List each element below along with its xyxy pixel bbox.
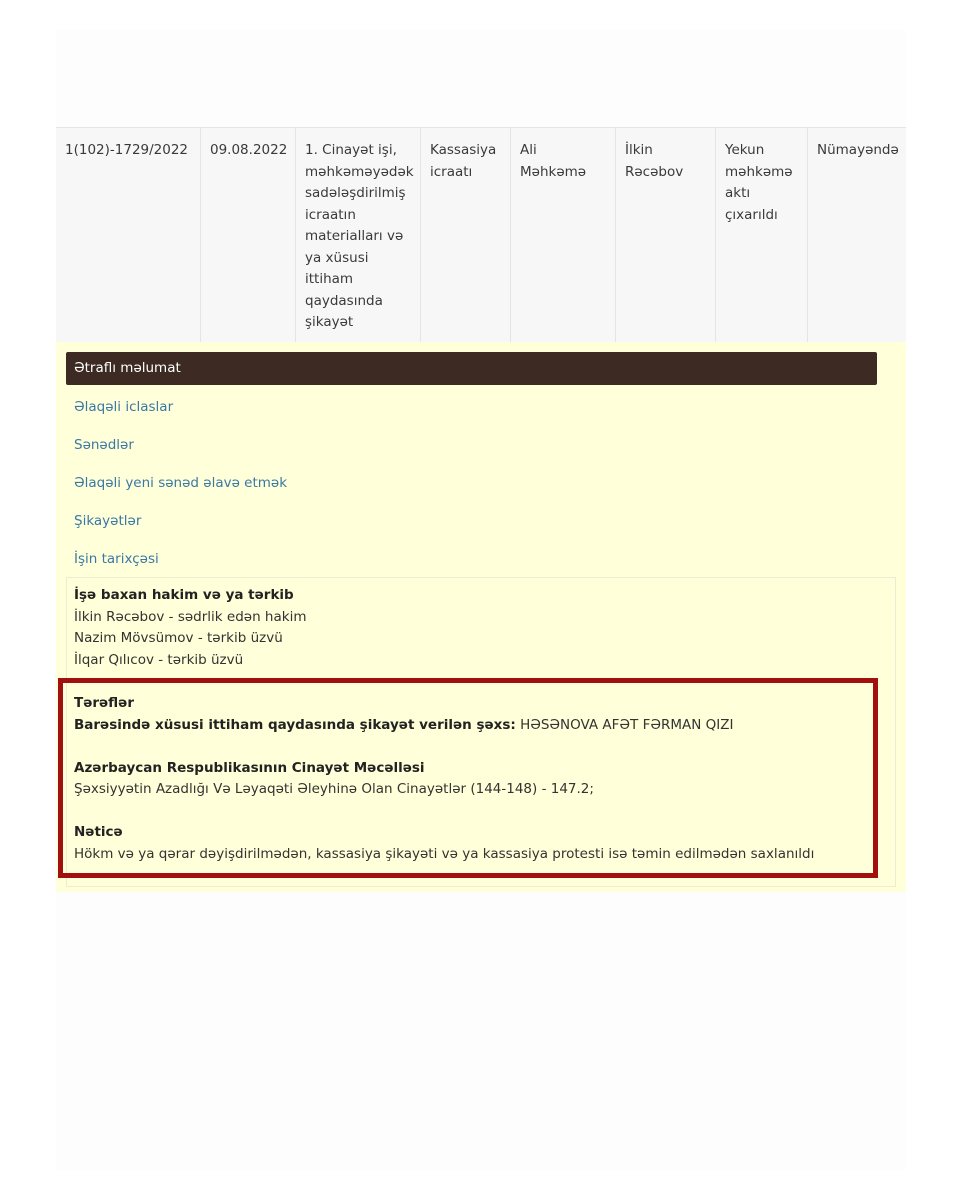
status-line: çıxarıldı <box>725 206 778 223</box>
subject-label: Barəsində xüsusi ittiham qaydasında şikayət verilən şəxs: <box>74 716 516 733</box>
case-category-cell <box>296 128 421 342</box>
judge-entry: İlkin Rəcəbov - sədrlik edən hakim <box>74 608 307 625</box>
subject-value: HƏSƏNOVA AFƏT FƏRMAN QIZI <box>520 716 734 733</box>
category-line: qaydasında <box>305 292 383 309</box>
details-header: Ətraflı məlumat <box>66 352 877 385</box>
category-line: sadələşdirilmiş <box>305 185 406 201</box>
code-value: Şəxsiyyətin Azadlığı Və Ləyaqəti Əleyhinə Olan Cinayətlər (144-148) - 147.2; <box>74 781 594 797</box>
category-line: 1. Cinayət işi, <box>305 142 397 158</box>
link-complaints[interactable]: Şikayətlər <box>74 513 142 529</box>
proceeding-line: icraatı <box>430 163 473 180</box>
code-title: Azərbaycan Respublikasının Cinayət Məcəlləsi <box>74 759 425 776</box>
case-date-cell: 09.08.2022 <box>201 128 296 342</box>
category-line: şikayət <box>305 314 354 330</box>
proceeding-type-cell <box>421 128 511 342</box>
judge-line: Rəcəbov <box>625 163 684 180</box>
case-table-row[interactable] <box>56 127 906 343</box>
category-line: materialları və <box>305 228 404 244</box>
link-documents[interactable]: Sənədlər <box>74 437 134 453</box>
status-line: məhkəmə <box>725 163 793 180</box>
details-links <box>74 398 287 588</box>
category-line: məhkəməyədək <box>305 163 414 180</box>
category-line: ittiham <box>305 271 354 287</box>
status-cell <box>716 128 808 342</box>
judges-section <box>74 585 306 671</box>
judge-cell <box>616 128 716 342</box>
judge-line: İlkin <box>625 142 653 158</box>
link-add-document[interactable]: Əlaqəli yeni sənəd əlavə etmək <box>74 475 288 491</box>
proceeding-line: Kassasiya <box>430 142 497 158</box>
link-case-history[interactable]: İşin tarixçəsi <box>74 551 159 567</box>
result-value: Hökm və ya qərar dəyişdirilmədən, kassasiya şikayəti və ya kassasiya protesti isə təmin edilmədən saxlanıldı <box>74 845 815 862</box>
result-title: Nəticə <box>74 824 123 840</box>
representative-cell: Nümayəndə <box>817 142 899 158</box>
court-cell: Ali Məhkəmə <box>511 128 616 342</box>
case-number-cell: 1(102)-1729/2022 <box>56 128 201 342</box>
category-line: ya xüsusi <box>305 249 369 266</box>
parties-section <box>74 693 814 865</box>
parties-title: Tərəflər <box>74 695 134 711</box>
category-line: icraatın <box>305 206 356 223</box>
subject-line <box>74 715 814 737</box>
status-line: Yekun <box>725 142 765 158</box>
judge-entry: Nazim Mövsümov - tərkib üzvü <box>74 630 283 646</box>
judges-title: İşə baxan hakim və ya tərkib <box>74 587 294 603</box>
status-line: aktı <box>725 185 751 201</box>
judge-entry: İlqar Qılıcov - tərkib üzvü <box>74 651 244 668</box>
link-related-sessions[interactable]: Əlaqəli iclaslar <box>74 399 174 415</box>
